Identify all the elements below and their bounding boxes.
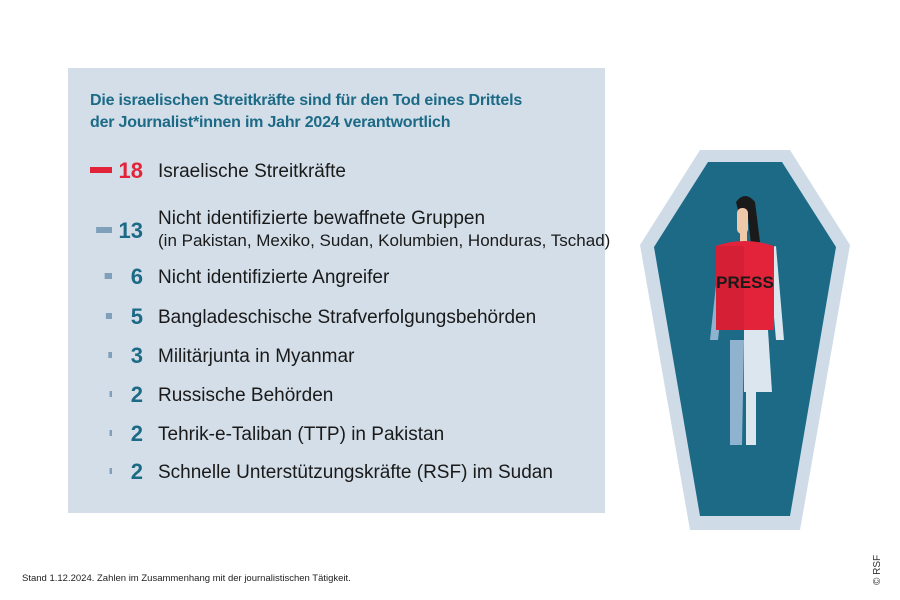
bar <box>96 227 112 233</box>
category-label: Schnelle Unterstützungskräfte (RSF) im Sudan <box>158 462 553 483</box>
bar <box>108 352 112 358</box>
bar-value: 2 <box>130 459 143 484</box>
skirt-icon <box>744 330 772 392</box>
chart-title-line-2: der Journalist*innen im Jahr 2024 verantwortlich <box>90 114 451 131</box>
bar <box>110 468 112 474</box>
bar-value: 18 <box>118 158 143 183</box>
category-label: Nicht identifizierte bewaffnete Gruppen <box>158 208 486 229</box>
bar <box>90 167 112 173</box>
category-label: Militärjunta in Myanmar <box>158 346 355 367</box>
bar <box>105 273 112 279</box>
bar-value: 3 <box>130 343 143 368</box>
bar <box>110 391 112 397</box>
face-icon <box>737 208 748 234</box>
left-leg-icon <box>730 340 744 445</box>
bar-value: 6 <box>130 264 143 289</box>
category-label: Bangladeschische Strafverfolgungsbehörden <box>158 307 537 328</box>
neck-icon <box>740 232 747 242</box>
credit: © RSF <box>872 554 883 585</box>
bar <box>110 430 112 436</box>
bar-value: 13 <box>118 218 143 243</box>
category-sublabel: (in Pakistan, Mexiko, Sudan, Kolumbien, Honduras, Tschad) <box>158 231 611 250</box>
category-label: Nicht identifizierte Angreifer <box>158 267 390 288</box>
chart-title-line-1: Die israelischen Streitkräfte sind für den Tod eines Drittels <box>90 92 523 109</box>
category-label: Russische Behörden <box>158 385 334 406</box>
right-leg-icon <box>746 390 756 445</box>
bar-value: 2 <box>130 421 143 446</box>
bar-value: 2 <box>130 382 143 407</box>
footer-note: Stand 1.12.2024. Zahlen im Zusammenhang mit der journalistischen Tätigkeit. <box>22 573 351 584</box>
category-label: Israelische Streitkräfte <box>158 161 346 182</box>
journalist-coffin-illustration <box>640 150 850 530</box>
press-label: PRESS <box>716 273 774 292</box>
bar-value: 5 <box>130 304 143 329</box>
bar <box>106 313 112 319</box>
category-label: Tehrik-e-Taliban (TTP) in Pakistan <box>158 424 445 445</box>
